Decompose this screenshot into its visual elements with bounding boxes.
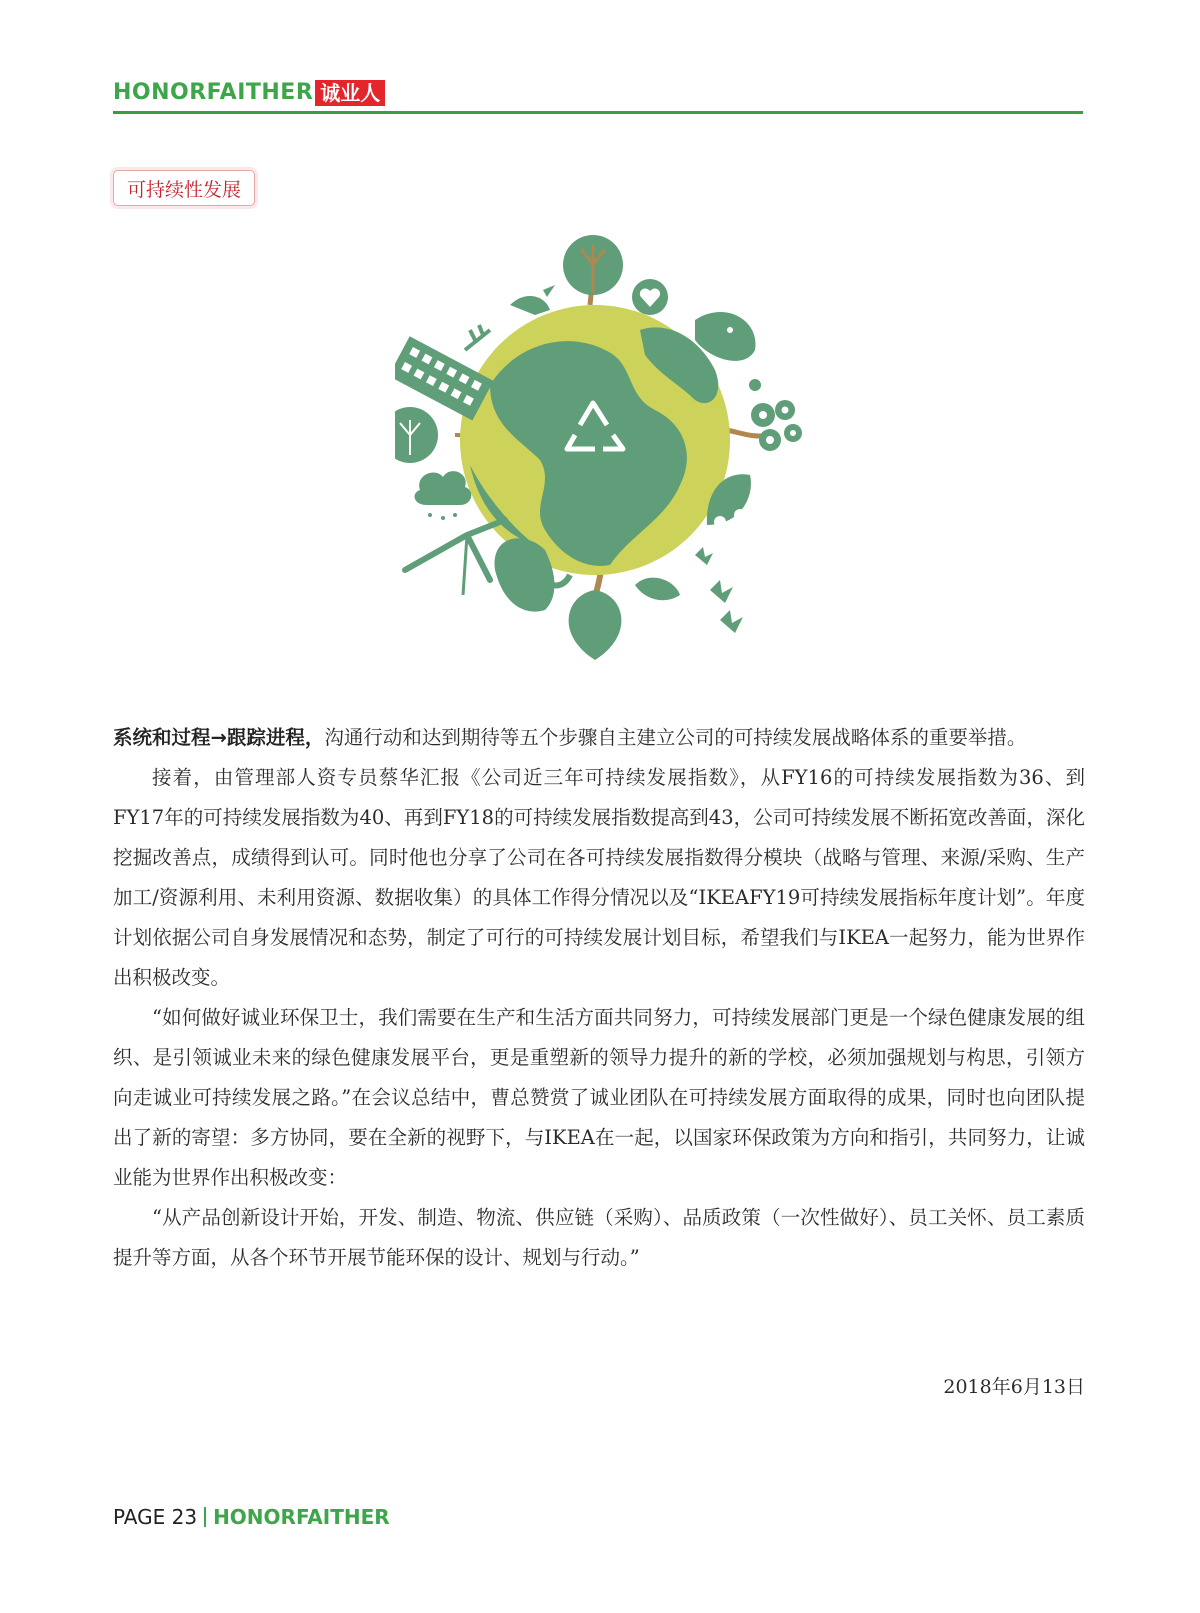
footer-separator	[204, 1507, 206, 1527]
page-footer	[113, 1505, 390, 1529]
paragraph-2: 接着，由管理部人资专员蔡华汇报《公司近三年可持续发展指数》，从FY16的可持续发展指数为36、到FY17年的可持续发展指数为40、再到FY18的可持续发展指数提高到43，公司可持续发展不断拓宽改善面，深化挖掘改善点，成绩得到认可。同时他也分享了公司在各可持续发展指数得分模块（战略与管理、来源/采购、生产加工/资源利用、未利用资源、数据收集）的具体工作得分情况以及“IKEAFY19可持续发展指标年度计划”。年度计划依据公司自身发展情况和态势，制定了可行的可持续发展计划目标，希望我们与IKEA一起努力，能为世界作出积极改变。	[113, 766, 1085, 989]
eco-globe-recycle-illustration	[395, 235, 825, 679]
masthead-brand-en: HONORFAITHER	[113, 80, 314, 105]
masthead-brand-cn: 诚业人	[315, 80, 385, 106]
section-tag: 可持续性发展	[113, 170, 255, 206]
header-rule	[113, 111, 1083, 114]
paragraph-1-text: 沟通行动和达到期待等五个步骤自主建立公司的可持续发展战略体系的重要举措。	[324, 726, 1027, 749]
footer-brand: HONORFAITHER	[213, 1505, 390, 1529]
paragraph-1	[113, 718, 1085, 758]
paragraph-3: “如何做好诚业环保卫士，我们需要在生产和生活方面共同努力，可持续发展部门更是一个绿色健康发展的组织、是引领诚业未来的绿色健康发展平台，更是重塑新的领导力提升的新的学校，必须加强规划与构思，引领方向走诚业可持续发展之路。”在会议总结中，曹总赞赏了诚业团队在可持续发展方面取得的成果，同时也向团队提出了新的寄望：多方协同，要在全新的视野下，与IKEA在一起，以国家环保政策为方向和指引，共同努力，让诚业能为世界作出积极改变：	[113, 1006, 1085, 1189]
eco-globe-svg	[395, 235, 825, 675]
paragraph-1-bold: 系统和过程→跟踪进程，	[113, 726, 325, 749]
paragraph-4: “从产品创新设计开始，开发、制造、物流、供应链（采购）、品质政策（一次性做好）、员工关怀、员工素质提升等方面，从各个环节开展节能环保的设计、规划与行动。”	[113, 1206, 1085, 1269]
article-date: 2018年6月13日	[943, 1376, 1085, 1398]
article-body	[113, 718, 1085, 1278]
masthead	[113, 80, 385, 106]
page-number: PAGE 23	[113, 1505, 198, 1529]
